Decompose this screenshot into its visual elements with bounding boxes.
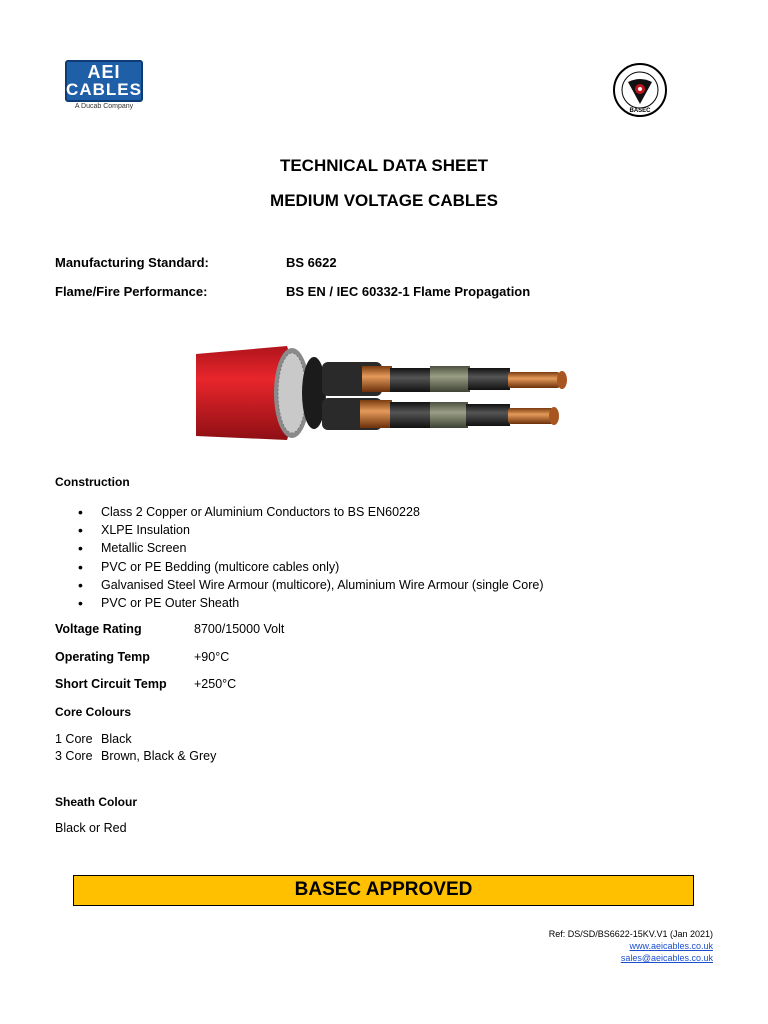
- core-count: 1 Core: [55, 732, 93, 746]
- email-link[interactable]: sales@aeicables.co.uk: [620, 953, 713, 963]
- aei-logo-line1: AEI: [87, 62, 121, 82]
- core-colour-row: [55, 749, 217, 763]
- list-item: • PVC or PE Outer Sheath: [78, 594, 544, 612]
- website-link[interactable]: www.aeicables.co.uk: [629, 941, 713, 951]
- document-title: TECHNICAL DATA SHEET: [279, 156, 489, 175]
- property-value: 8700/15000 Volt: [194, 622, 285, 636]
- list-item: • Class 2 Copper or Aluminium Conductors to BS EN60228: [78, 503, 544, 521]
- aei-cables-logo: [65, 60, 143, 110]
- spec-label: Manufacturing Standard:: [55, 255, 209, 270]
- footer-email: [621, 953, 713, 963]
- list-item: • PVC or PE Bedding (multicore cables only): [78, 558, 544, 576]
- property-short-circuit-temp: [55, 677, 237, 691]
- property-label: Short Circuit Temp: [55, 677, 167, 691]
- aei-logo-line2: CABLES: [66, 80, 142, 99]
- property-label: Voltage Rating: [55, 622, 142, 636]
- construction-list: [78, 503, 544, 612]
- spec-row-standard: [55, 255, 337, 270]
- footer-website: [629, 941, 713, 951]
- basec-logo: [612, 62, 668, 120]
- property-operating-temp: [55, 650, 230, 664]
- reference-number: Ref: DS/SD/BS6622-15KV.V1 (Jan 2021): [548, 929, 713, 939]
- sheath-colour-heading: Sheath Colour: [55, 795, 138, 809]
- aei-logo-tagline: A Ducab Company: [74, 103, 134, 110]
- spec-value: BS 6622: [286, 255, 337, 270]
- core-colour: Brown, Black & Grey: [101, 749, 217, 763]
- spec-row-flame: [55, 284, 531, 299]
- core-colours-heading: Core Colours: [55, 705, 132, 719]
- basec-approved-banner: BASEC APPROVED: [73, 875, 694, 906]
- core-colour: Black: [101, 732, 132, 746]
- aei-logo-badge: [65, 60, 143, 102]
- list-item: • XLPE Insulation: [78, 521, 544, 539]
- core-count: 3 Core: [55, 749, 93, 763]
- property-voltage-rating: [55, 622, 285, 636]
- cable-illustration: [192, 340, 572, 445]
- sheath-colour-value: Black or Red: [55, 821, 127, 835]
- property-value: +250°C: [194, 677, 237, 691]
- construction-heading: Construction: [55, 475, 130, 489]
- property-label: Operating Temp: [55, 650, 150, 664]
- list-item: • Metallic Screen: [78, 539, 544, 557]
- property-value: +90°C: [194, 650, 230, 664]
- document-subtitle: MEDIUM VOLTAGE CABLES: [270, 191, 498, 210]
- core-colour-row: [55, 732, 132, 746]
- basec-logo-text: BASEC: [629, 108, 651, 114]
- list-item: • Galvanised Steel Wire Armour (multicore), Aluminium Wire Armour (single Core): [78, 576, 544, 594]
- spec-label: Flame/Fire Performance:: [55, 284, 208, 299]
- spec-value: BS EN / IEC 60332-1 Flame Propagation: [286, 284, 531, 299]
